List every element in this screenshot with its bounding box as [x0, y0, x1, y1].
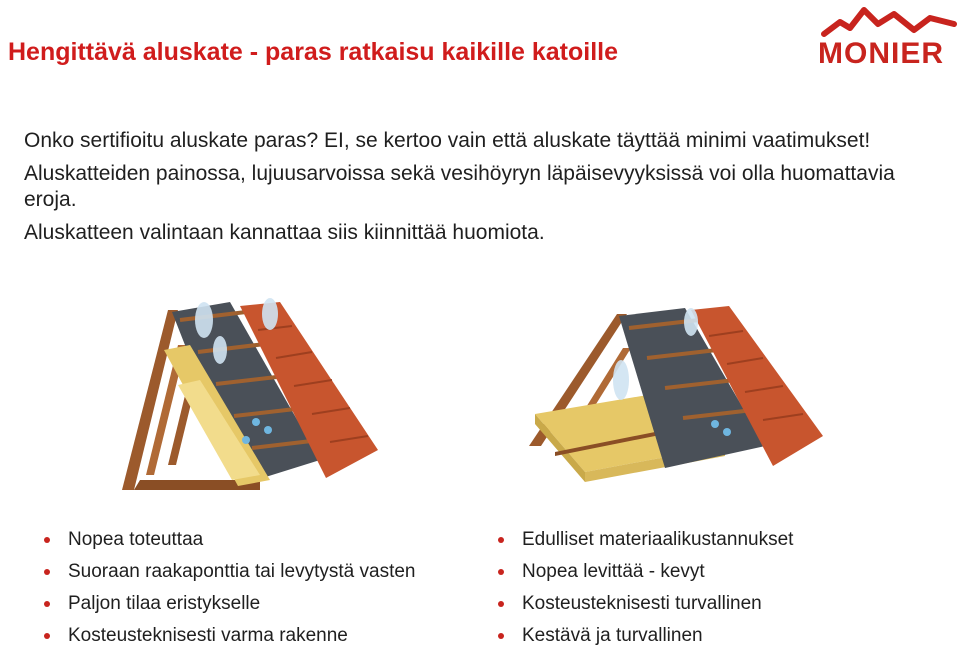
- list-item: Paljon tilaa eristykselle: [24, 592, 424, 616]
- intro-paragraph-1: Onko sertifioitu aluskate paras? EI, se kertoo vain että aluskate täyttää minimi vaatimukset!: [24, 129, 871, 152]
- intro-paragraph-2: Aluskatteiden painossa, lujuusarvoissa sekä vesihöyryn läpäisevyyksissä voi olla huomattavia eroja.: [24, 162, 895, 211]
- bullet-icon: [44, 537, 50, 543]
- bullet-icon: [44, 569, 50, 575]
- bullet-icon: [498, 537, 504, 543]
- bullet-icon: [498, 601, 504, 607]
- list-item: Edulliset materiaalikustannukset: [478, 528, 938, 552]
- intro-paragraph-3: Aluskatteen valintaan kannattaa siis kiinnittää huomiota.: [24, 221, 545, 244]
- bullet-icon: [44, 633, 50, 639]
- list-item: Nopea levittää - kevyt: [478, 560, 938, 584]
- list-item: Nopea toteuttaa: [24, 528, 424, 552]
- list-item: Suoraan raakaponttia tai levytystä vasten: [24, 560, 424, 584]
- list-item: Kosteusteknisesti varma rakenne: [24, 624, 424, 648]
- list-item: Kosteusteknisesti turvallinen: [478, 592, 938, 616]
- roof-wave-icon: [818, 4, 958, 38]
- list-item: Kestävä ja turvallinen: [478, 624, 938, 648]
- roof-illustration-rafter-insulation: [120, 290, 380, 500]
- intro-text: [24, 128, 924, 246]
- logo-wordmark: MONIER: [818, 37, 944, 70]
- bullet-icon: [498, 569, 504, 575]
- monier-logo: [818, 4, 958, 70]
- bullet-icon: [44, 601, 50, 607]
- bullet-icon: [498, 633, 504, 639]
- page-title: Hengittävä aluskate - paras ratkaisu kaikille katoille: [8, 38, 619, 66]
- benefits-list-left: [24, 528, 424, 656]
- roof-illustration-ceiling-insulation: [515, 296, 825, 500]
- benefits-list-right: [478, 528, 938, 656]
